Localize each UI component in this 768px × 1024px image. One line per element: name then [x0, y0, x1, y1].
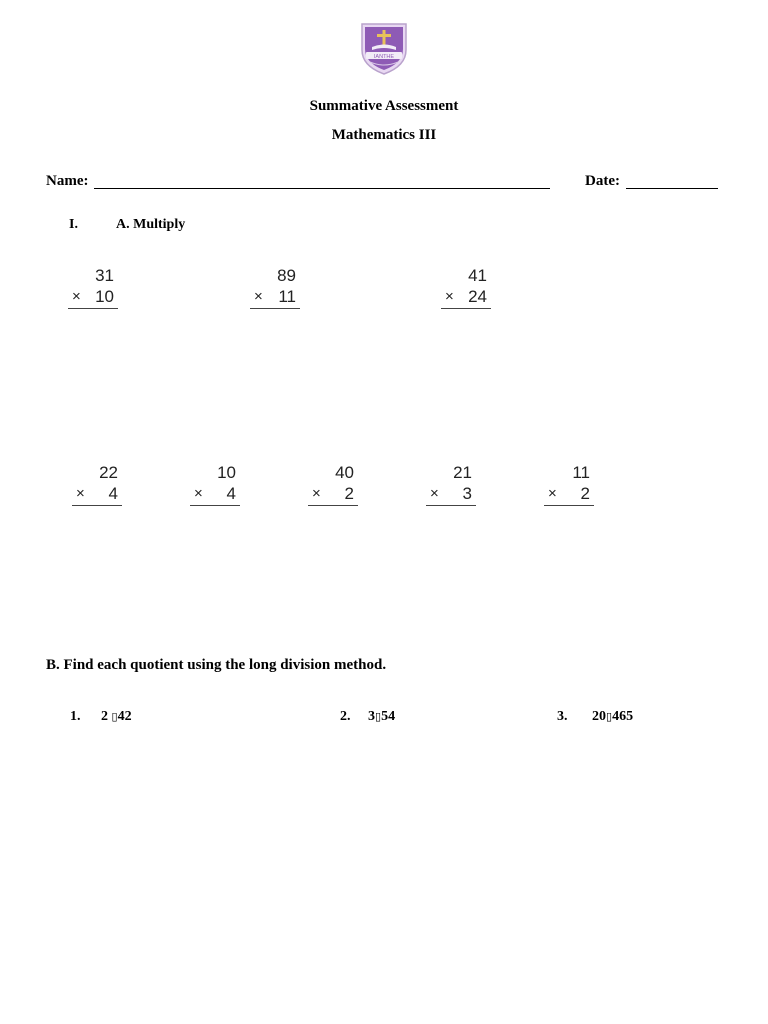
- date-field-line[interactable]: [626, 188, 718, 189]
- answer-line: [441, 308, 491, 309]
- answer-line: [250, 308, 300, 309]
- times-sign: ×: [72, 288, 81, 305]
- divisor: 3: [368, 709, 375, 724]
- division-bracket-icon: ▯: [111, 711, 118, 723]
- multiplication-problem: [308, 462, 358, 506]
- multiplication-problem: [250, 265, 300, 309]
- division-bracket-icon: ▯: [606, 711, 613, 723]
- dividend: 42: [117, 709, 132, 724]
- times-sign: ×: [254, 288, 263, 305]
- problem-number: 3.: [557, 709, 568, 724]
- answer-line: [190, 505, 240, 506]
- problem-number: 2.: [340, 709, 351, 724]
- dividend: 465: [612, 709, 634, 724]
- multiplicand: 41: [468, 266, 487, 285]
- multiplicand: 21: [453, 463, 472, 482]
- multiplier: 2: [580, 484, 590, 503]
- answer-line: [308, 505, 358, 506]
- multiplication-problem: [68, 265, 118, 309]
- times-sign: ×: [445, 288, 454, 305]
- crest-banner-text: IANTHE: [373, 54, 395, 60]
- multiplicand: 40: [335, 463, 354, 482]
- assessment-title: Summative Assessment: [309, 98, 459, 114]
- times-sign: ×: [312, 485, 321, 502]
- divisor: 20: [592, 709, 606, 724]
- subject-title: Mathematics III: [331, 127, 437, 143]
- division-problem: [340, 709, 395, 725]
- section-number: I.: [69, 217, 78, 232]
- multiplicand: 31: [95, 266, 114, 285]
- times-sign: ×: [430, 485, 439, 502]
- multiplication-problem: [544, 462, 594, 506]
- times-sign: ×: [548, 485, 557, 502]
- multiplier: 24: [468, 287, 487, 306]
- divisor: 2: [101, 709, 112, 724]
- school-crest-logo: [358, 20, 410, 76]
- multiplier: 2: [344, 484, 354, 503]
- answer-line: [72, 505, 122, 506]
- division-problem: [557, 709, 633, 725]
- multiplier: 4: [226, 484, 236, 503]
- division-problem: [70, 709, 132, 725]
- multiplier: 3: [462, 484, 472, 503]
- times-sign: ×: [194, 485, 203, 502]
- name-field-line[interactable]: [94, 188, 550, 189]
- multiplicand: 11: [572, 463, 590, 482]
- answer-line: [544, 505, 594, 506]
- times-sign: ×: [76, 485, 85, 502]
- name-label: Name:: [46, 173, 89, 189]
- multiplier: 10: [95, 287, 114, 306]
- part-b-title: B. Find each quotient using the long division method.: [46, 657, 387, 673]
- multiplier: 11: [278, 287, 296, 306]
- part-a-title: A. Multiply: [116, 217, 186, 232]
- answer-line: [426, 505, 476, 506]
- answer-line: [68, 308, 118, 309]
- division-bracket-icon: ▯: [375, 711, 382, 723]
- multiplication-problem: [426, 462, 476, 506]
- multiplicand: 89: [277, 266, 296, 285]
- multiplication-problem: [72, 462, 122, 506]
- multiplication-problem: [190, 462, 240, 506]
- multiplicand: 10: [217, 463, 236, 482]
- multiplicand: 22: [99, 463, 118, 482]
- date-label: Date:: [585, 173, 620, 189]
- multiplier: 4: [108, 484, 118, 503]
- multiplication-problem: [441, 265, 491, 309]
- dividend: 54: [381, 709, 396, 724]
- problem-number: 1.: [70, 709, 81, 724]
